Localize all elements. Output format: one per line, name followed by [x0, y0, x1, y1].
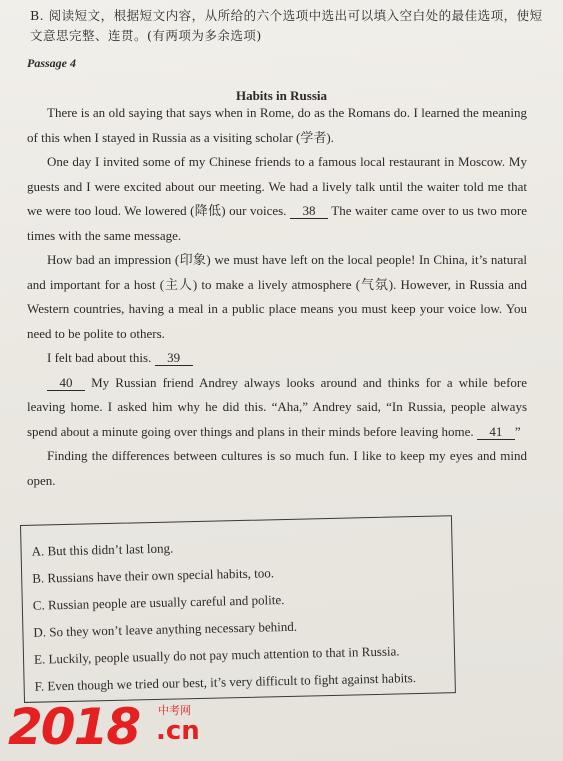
paragraph-5-mid: My Russian friend Andrey always looks around and thinks for a while before leaving home. I asked him why he did this. “Aha,” Andrey said, “In Russia, people always spend about a minute going over things and plans in their minds before leaving home. — [27, 374, 527, 439]
option-a: A. But this didn’t last long. — [31, 540, 174, 559]
option-c: C. Russian people are usually careful and polite. — [32, 592, 285, 613]
passage-body — [27, 101, 527, 493]
paragraph-2-after: The waiter came over to us two more times with the same message. — [27, 203, 527, 243]
blank-39: 39 — [155, 351, 193, 366]
watermark-domain: .cn — [156, 716, 200, 746]
watermark-site-name: 中考网 — [158, 704, 191, 717]
paragraph-2 — [27, 150, 527, 248]
options-box — [20, 515, 456, 703]
blank-40: 40 — [47, 376, 85, 391]
paragraph-5 — [27, 371, 527, 445]
instructions-line-2: 文意思完整、连贯。(有两项为多余选项) — [30, 28, 262, 43]
instructions — [30, 6, 550, 46]
paragraph-2-before: One day I invited some of my Chinese friends to a famous local restaurant in Moscow. My guests and I were excited about our meeting. We had a lively talk until the waiter told me that we were too loud. We lowered (降低) our voices. — [27, 154, 527, 218]
paragraph-6: Finding the differences between cultures is so much fun. I like to keep my eyes and mind open. — [27, 448, 527, 488]
watermark-year: 2018 — [8, 698, 140, 756]
watermark-logo — [8, 700, 238, 755]
paragraph-3: How bad an impression (印象) we must have left on the local people! In China, it’s natural and important for a host (主人) to make a lively atmosphere (气氛). However, in Russia and Western countries, having a meal in a public place means you must keep your voice low. You need to be polite to others. — [27, 252, 527, 341]
option-e: E. Luckily, people usually do not pay much attention to that in Russia. — [33, 643, 400, 667]
blank-38: 38 — [290, 204, 328, 219]
option-d: D. So they won’t leave anything necessary behind. — [33, 618, 298, 640]
passage-title: Habits in Russia — [235, 88, 328, 103]
paragraph-5-end: ” — [514, 423, 521, 439]
paragraph-4 — [27, 346, 527, 371]
instructions-line-1: B. 阅读短文，根据短文内容，从所给的六个选项中选出可以填入空白处的最佳选项，使短 — [30, 8, 543, 23]
option-f: F. Even though we tried our best, it’s very difficult to fight against habits. — [34, 670, 417, 694]
passage-label: Passage 4 — [27, 56, 76, 70]
paragraph-1: There is an old saying that says when in Rome, do as the Romans do. I learned the meaning of this when I stayed in Russia as a visiting scholar (学者). — [27, 105, 527, 145]
option-b: B. Russians have their own special habits, too. — [32, 565, 275, 586]
paragraph-4-before: I felt bad about this. — [47, 350, 152, 365]
blank-41: 41 — [477, 425, 515, 440]
